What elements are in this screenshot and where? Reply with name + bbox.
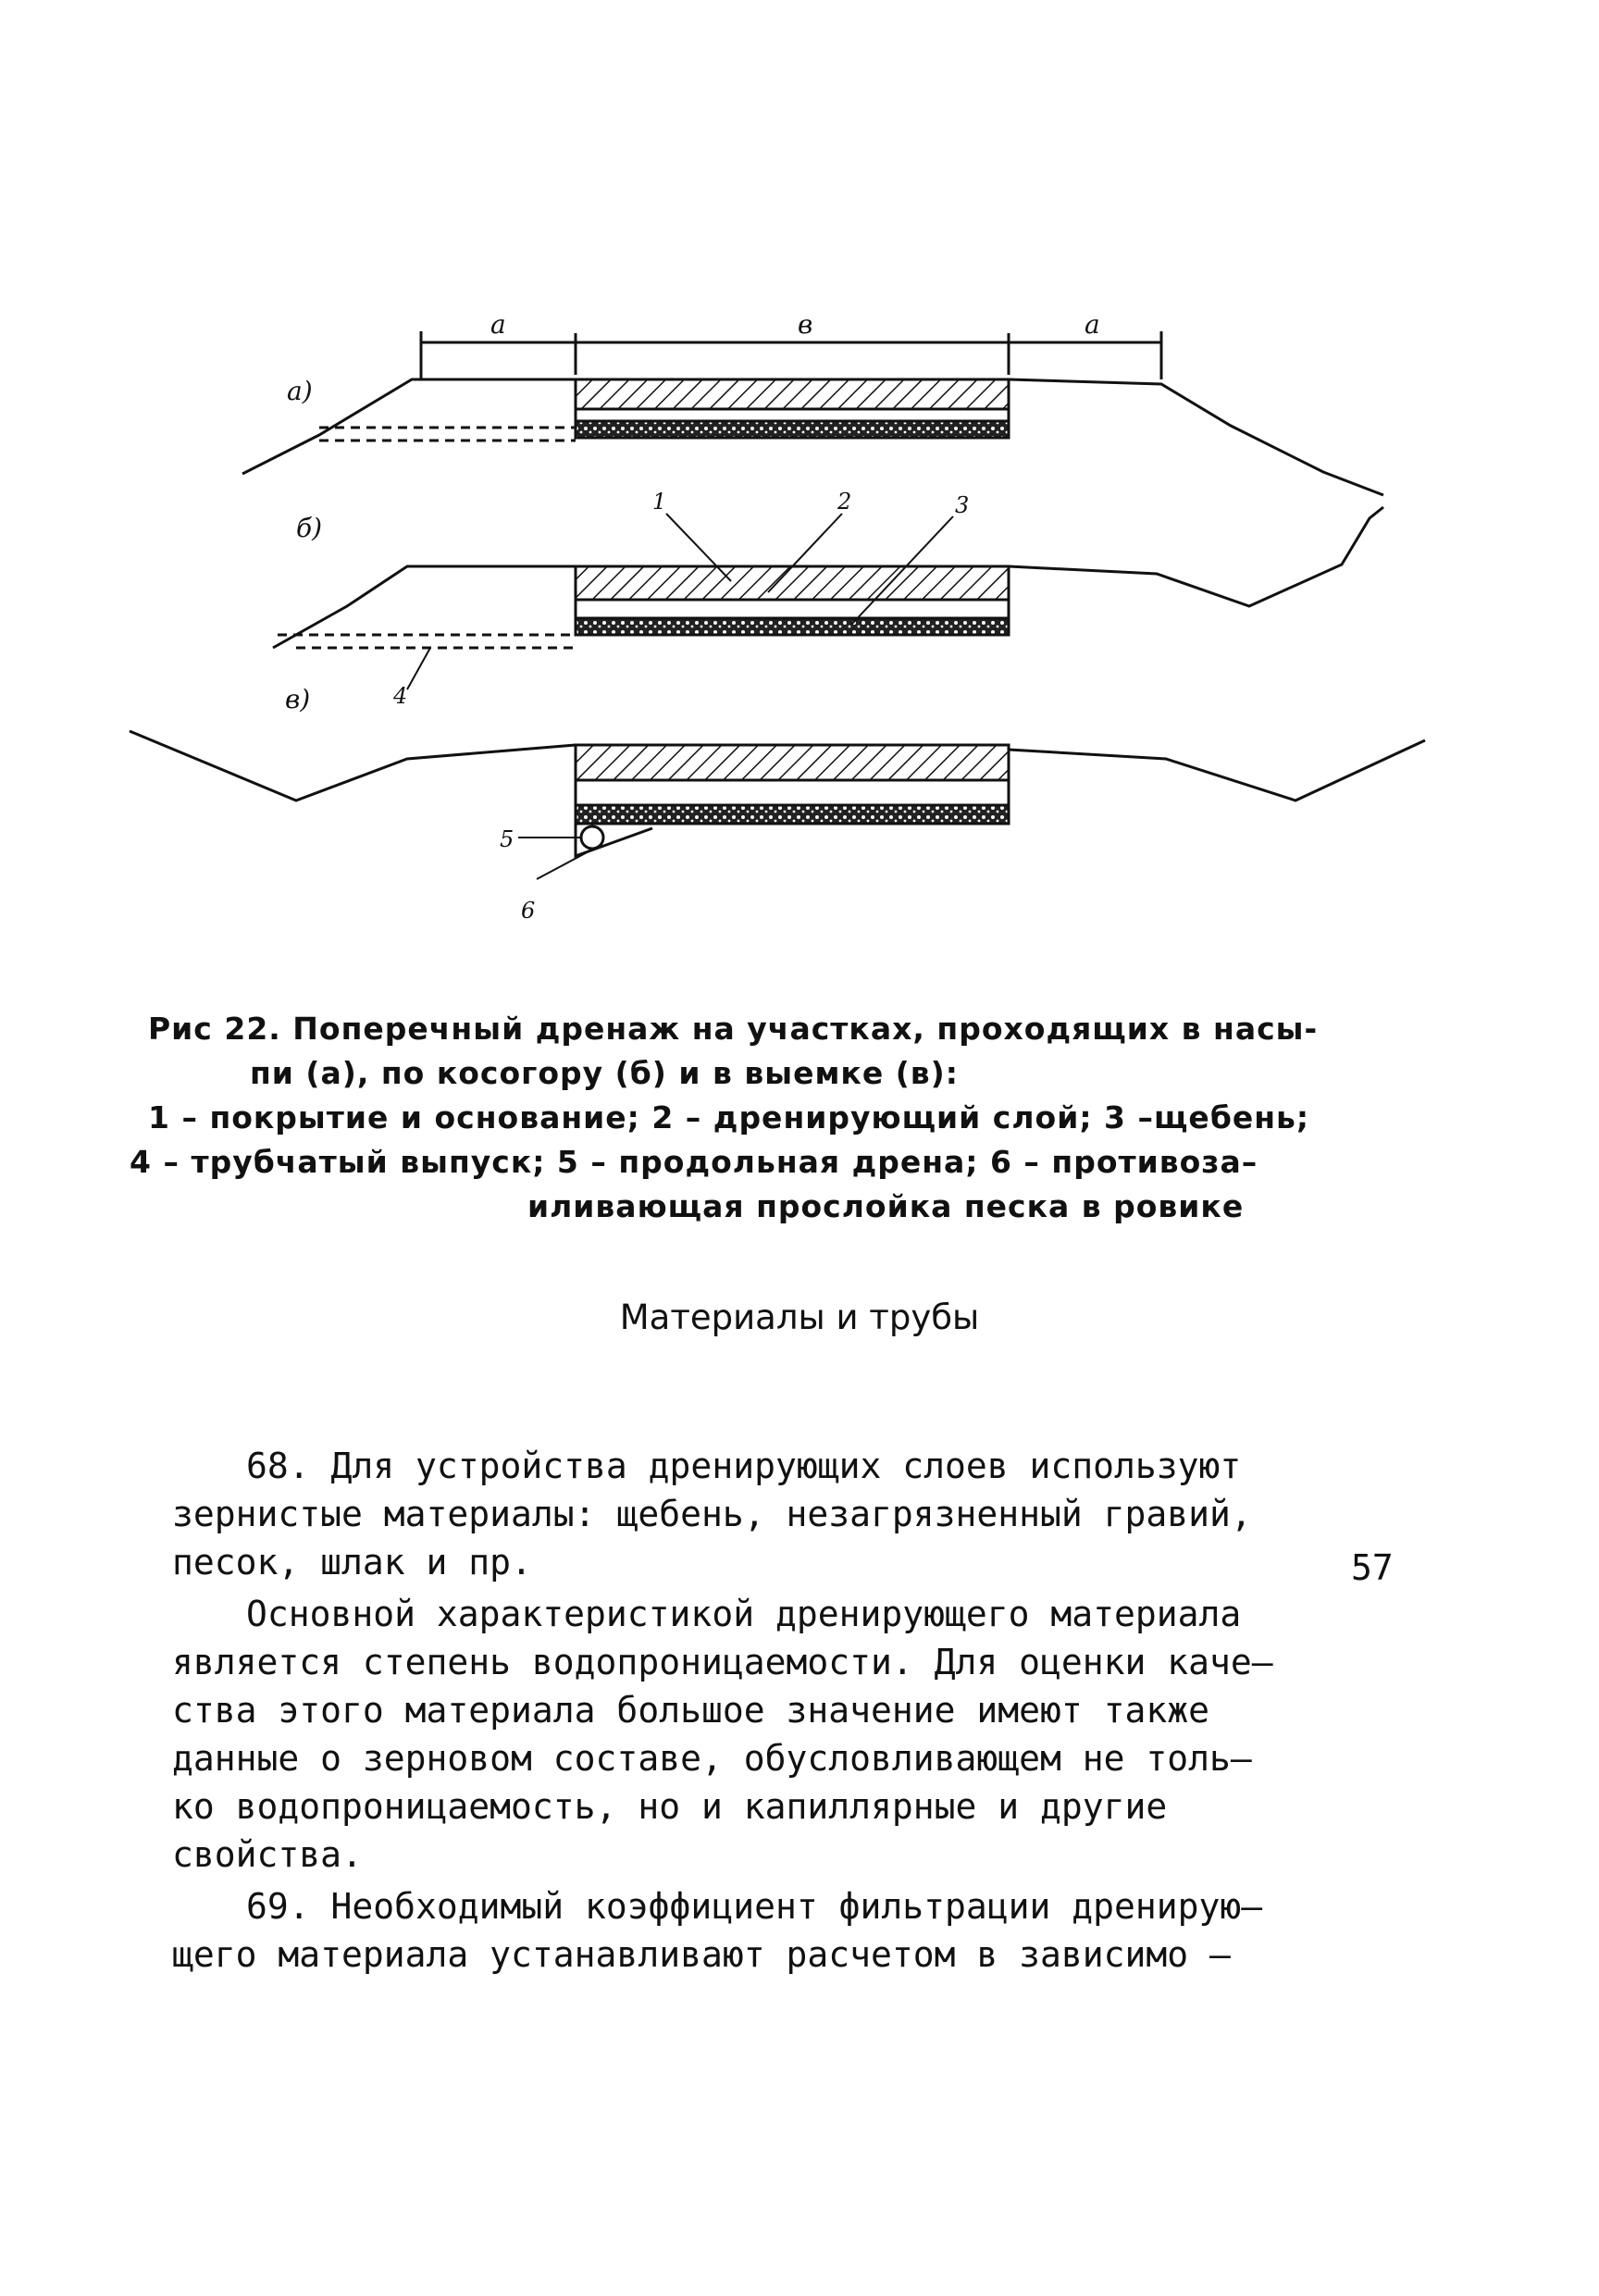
body-line: щего материала устанавливают расчетом в зависимо – bbox=[172, 1934, 1231, 1975]
callout-3: 3 bbox=[955, 492, 970, 518]
panel-a-section bbox=[242, 331, 1383, 495]
body-line: Основной характеристикой дренирующего материала bbox=[246, 1594, 1242, 1634]
page-number: 57 bbox=[1351, 1547, 1394, 1588]
body-line: ства этого материала большое значение имеют также bbox=[172, 1690, 1210, 1731]
caption-line-2: пи (а), по косогору (б) и в выемке (в): bbox=[250, 1055, 959, 1091]
body-line: зернистые материалы: щебень, незагрязненный гравий, bbox=[172, 1494, 1252, 1534]
body-line: является степень водопроницаемости. Для оценки каче– bbox=[172, 1642, 1273, 1682]
section-heading: Материалы и трубы bbox=[619, 1297, 980, 1337]
callout-1: 1 bbox=[652, 489, 667, 515]
dim-a-right-label: а bbox=[1085, 309, 1100, 340]
body-line: ко водопроницаемость, но и капиллярные и другие bbox=[172, 1786, 1168, 1827]
callout-2: 2 bbox=[837, 489, 852, 515]
callout-5: 5 bbox=[500, 826, 514, 852]
body-line: песок, шлак и пр. bbox=[172, 1542, 532, 1582]
dim-b-label: в bbox=[798, 309, 813, 340]
callout-4: 4 bbox=[393, 683, 408, 709]
drainage-figure bbox=[0, 0, 1599, 972]
panel-c-section bbox=[130, 731, 1425, 879]
panel-a-label: а) bbox=[287, 376, 313, 406]
body-line: данные о зерновом составе, обусловливающем не толь– bbox=[172, 1738, 1252, 1779]
callout-6: 6 bbox=[521, 898, 536, 924]
panel-b-section bbox=[273, 507, 1383, 689]
caption-line-3: 1 – покрытие и основание; 2 – дренирующий слой; 3 –щебень; bbox=[148, 1099, 1310, 1136]
caption-line-5: иливающая прослойка песка в ровике bbox=[527, 1188, 1245, 1224]
caption-line-4: 4 – трубчатый выпуск; 5 – продольная дрена; 6 – противоза– bbox=[130, 1144, 1258, 1180]
body-line: свойства. bbox=[172, 1834, 363, 1875]
caption-line-1: Рис 22. Поперечный дренаж на участках, проходящих в насы- bbox=[148, 1011, 1319, 1047]
panel-c-label: в) bbox=[285, 684, 311, 714]
body-line: 69. Необходимый коэффициент фильтрации дренирую– bbox=[246, 1886, 1263, 1927]
body-line: 68. Для устройства дренирующих слоев используют bbox=[246, 1446, 1242, 1486]
dim-a-left-label: а bbox=[490, 309, 506, 340]
panel-b-label: б) bbox=[296, 513, 323, 543]
